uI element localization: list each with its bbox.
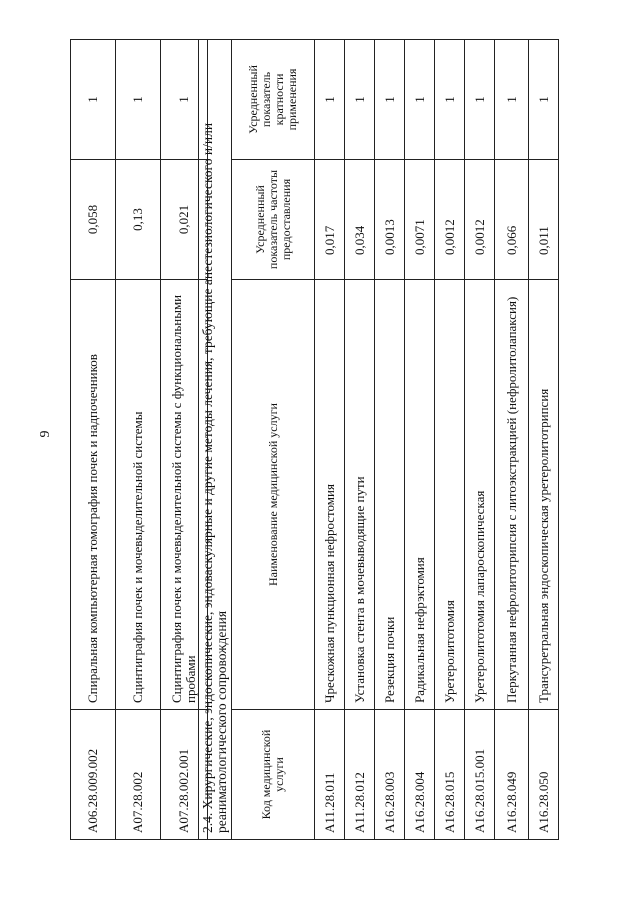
frequency-value: 0,0012	[465, 160, 495, 280]
frequency-value: 0,0071	[405, 160, 435, 280]
service-code: A11.28.011	[315, 710, 345, 840]
frequency-value: 0,058	[71, 160, 116, 280]
service-name: Резекция почки	[375, 280, 405, 710]
table-header-row	[232, 39, 315, 839]
multiplicity-value: 1	[435, 39, 465, 159]
section-title: 2.4. Хирургические, эндоскопические, эндоваскулярные и другие методы лечения, требующие анестезиологического и/или реаниматологического сопровождения	[199, 39, 232, 839]
service-name: Уретеролитотомия лапароскопическая	[465, 280, 495, 710]
surgical-methods-table	[198, 39, 559, 840]
table-row	[435, 39, 465, 839]
frequency-value: 0,066	[495, 160, 529, 280]
header-multiplicity: Усредненный показатель кратности применения	[232, 39, 315, 159]
service-code: A06.28.009.002	[71, 710, 116, 840]
table-row	[529, 39, 559, 839]
service-name: Сцинтиграфия почек и мочевыделительной системы	[116, 280, 161, 710]
service-code: A16.28.004	[405, 710, 435, 840]
header-code: Код медицинской услуги	[232, 710, 315, 840]
service-name: Спиральная компьютерная томография почек и надпочечников	[71, 280, 116, 710]
table-row	[345, 39, 375, 839]
service-code: A16.28.049	[495, 710, 529, 840]
frequency-value: 0,017	[315, 160, 345, 280]
table-row	[71, 40, 116, 840]
service-name: Перкутанная нефролитотрипсия с литоэкстракцией (нефролитолапаксия)	[495, 280, 529, 710]
table-row	[315, 39, 345, 839]
table-row	[116, 40, 161, 840]
service-name: Уретеролитотомия	[435, 280, 465, 710]
service-code: A16.28.003	[375, 710, 405, 840]
multiplicity-value: 1	[71, 40, 116, 160]
multiplicity-value: 1	[345, 39, 375, 159]
multiplicity-value: 1	[465, 39, 495, 159]
multiplicity-value: 1	[116, 40, 161, 160]
services-table-continued	[70, 39, 208, 840]
table-row	[405, 39, 435, 839]
multiplicity-value: 1	[405, 39, 435, 159]
frequency-value: 0,021	[161, 160, 208, 280]
table-row	[495, 39, 529, 839]
service-code: A16.28.015.001	[465, 710, 495, 840]
service-code: A07.28.002.001	[161, 710, 208, 840]
header-name: Наименование медицинской услуги	[232, 280, 315, 710]
service-code: A16.28.050	[529, 710, 559, 840]
frequency-value: 0,13	[116, 160, 161, 280]
frequency-value: 0,0013	[375, 160, 405, 280]
service-code: A16.28.015	[435, 710, 465, 840]
frequency-value: 0,011	[529, 160, 559, 280]
frequency-value: 0,034	[345, 160, 375, 280]
rotated-page-content	[70, 40, 610, 840]
table-row	[465, 39, 495, 839]
frequency-value: 0,0012	[435, 160, 465, 280]
service-name: Сцинтиграфия почек и мочевыделительной системы с функциональными пробами	[161, 280, 208, 710]
multiplicity-value: 1	[375, 39, 405, 159]
section-title-row	[199, 39, 232, 839]
multiplicity-value: 1	[495, 39, 529, 159]
table-row	[375, 39, 405, 839]
service-code: A11.28.012	[345, 710, 375, 840]
multiplicity-value: 1	[161, 40, 208, 160]
multiplicity-value: 1	[529, 39, 559, 159]
service-name: Радикальная нефрэктомия	[405, 280, 435, 710]
page-number: 9	[38, 430, 53, 438]
multiplicity-value: 1	[315, 39, 345, 159]
service-name: Чрескожная пункционная нефростомия	[315, 280, 345, 710]
service-name: Трансуретральная эндоскопическая уретеролитотрипсия	[529, 280, 559, 710]
service-name: Установка стента в мочевыводящие пути	[345, 280, 375, 710]
service-code: A07.28.002	[116, 710, 161, 840]
header-frequency: Усредненный показатель частоты предоставления	[232, 160, 315, 280]
